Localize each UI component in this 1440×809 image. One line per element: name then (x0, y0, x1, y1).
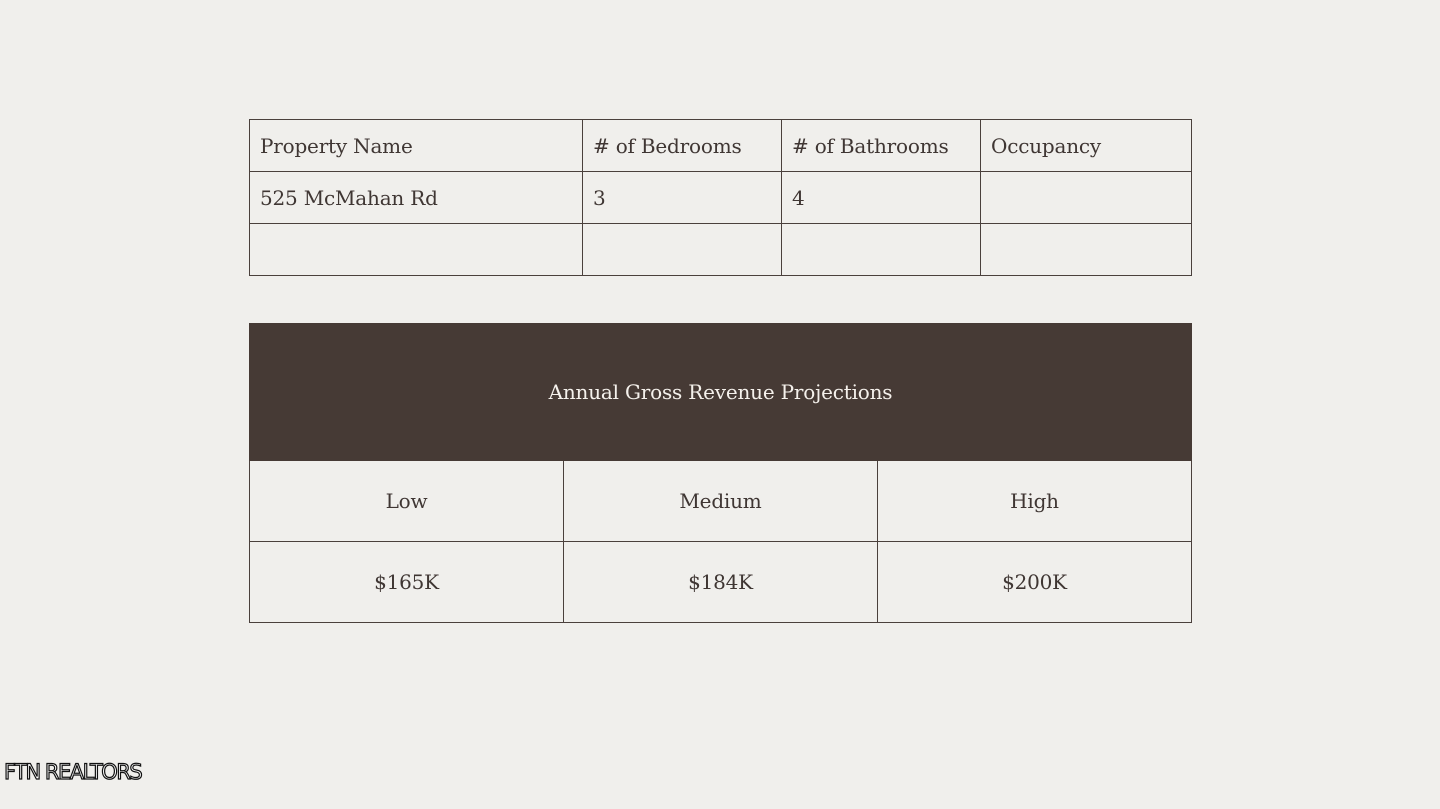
tier-high-label: High (878, 461, 1192, 542)
tier-low-value: $165K (250, 542, 564, 623)
revenue-value-row (250, 542, 1192, 623)
cell-occupancy (981, 172, 1192, 224)
cell-bathrooms (782, 224, 981, 276)
header-occupancy: Occupancy (981, 120, 1192, 172)
revenue-tier-row (250, 461, 1192, 542)
brand-logo: FTN REALTORS (4, 760, 142, 784)
table-row (250, 224, 1192, 276)
table-header-row (250, 120, 1192, 172)
revenue-projections-table (249, 323, 1192, 623)
revenue-title-row (250, 324, 1192, 461)
header-bedrooms: # of Bedrooms (583, 120, 782, 172)
tier-high-value: $200K (878, 542, 1192, 623)
cell-bedrooms: 3 (583, 172, 782, 224)
cell-occupancy (981, 224, 1192, 276)
property-details-table (249, 119, 1192, 276)
cell-property-name (250, 224, 583, 276)
tier-medium-label: Medium (564, 461, 878, 542)
header-bathrooms: # of Bathrooms (782, 120, 981, 172)
cell-bathrooms: 4 (782, 172, 981, 224)
tier-medium-value: $184K (564, 542, 878, 623)
header-property-name: Property Name (250, 120, 583, 172)
table-row (250, 172, 1192, 224)
cell-bedrooms (583, 224, 782, 276)
tier-low-label: Low (250, 461, 564, 542)
revenue-table-title: Annual Gross Revenue Projections (250, 324, 1192, 461)
cell-property-name: 525 McMahan Rd (250, 172, 583, 224)
